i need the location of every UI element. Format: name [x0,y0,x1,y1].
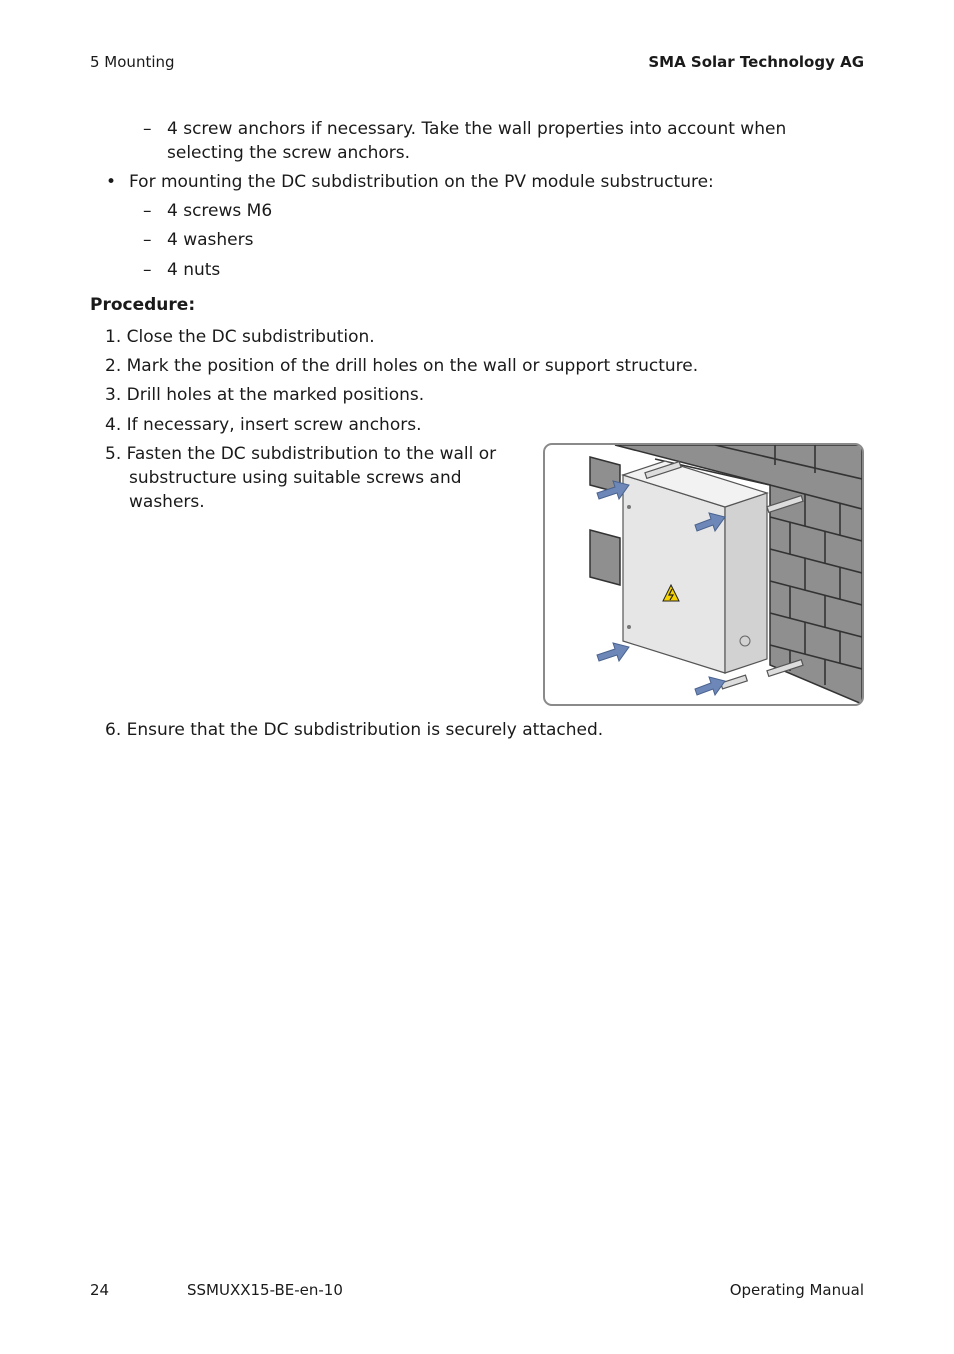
step-text: 6. Ensure that the DC subdistribution is securely attached. [105,720,604,740]
step-text: 4. If necessary, insert screw anchors. [105,415,422,435]
arrow-icon [597,643,629,661]
step-text: 5. Fasten the DC subdistribution to the wall or substructure using suitable screws and washers. [105,444,497,512]
procedure-step [105,442,539,514]
dash-marker: – [143,201,152,221]
mounting-illustration [543,443,864,706]
procedure-step [105,413,421,437]
wall-mounting-drawing [545,445,862,704]
step-text: 1. Close the DC subdistribution. [105,327,375,347]
bullet-marker: • [106,172,117,192]
list-item: 4 washers [167,230,254,250]
header-section: 5 Mounting [90,53,175,71]
procedure-step [105,718,603,742]
document-type: Operating Manual [729,1281,864,1299]
list-item: 4 screw anchors if necessary. Take the wall properties into account when selecting the screw anchors. [167,119,787,163]
step-text: 3. Drill holes at the marked positions. [105,385,425,405]
list-item: 4 nuts [167,260,221,280]
enclosure-box [623,461,767,673]
list-item: 4 screws M6 [167,201,273,221]
list-item: For mounting the DC subdistribution on the PV module substructure: [129,172,714,192]
procedure-step [105,383,424,407]
page-number: 24 [90,1281,110,1299]
step-text: 2. Mark the position of the drill holes on the wall or support structure. [105,356,699,376]
dash-marker: – [143,230,152,250]
procedure-step [105,325,375,349]
procedure-heading: Procedure: [90,295,196,315]
arrow-icon [695,677,725,695]
document-code: SSMUXX15-BE-en-10 [187,1281,343,1299]
header-company: SMA Solar Technology AG [648,53,864,71]
dash-marker: – [143,119,152,139]
procedure-step [105,354,698,378]
dash-marker: – [143,260,152,280]
